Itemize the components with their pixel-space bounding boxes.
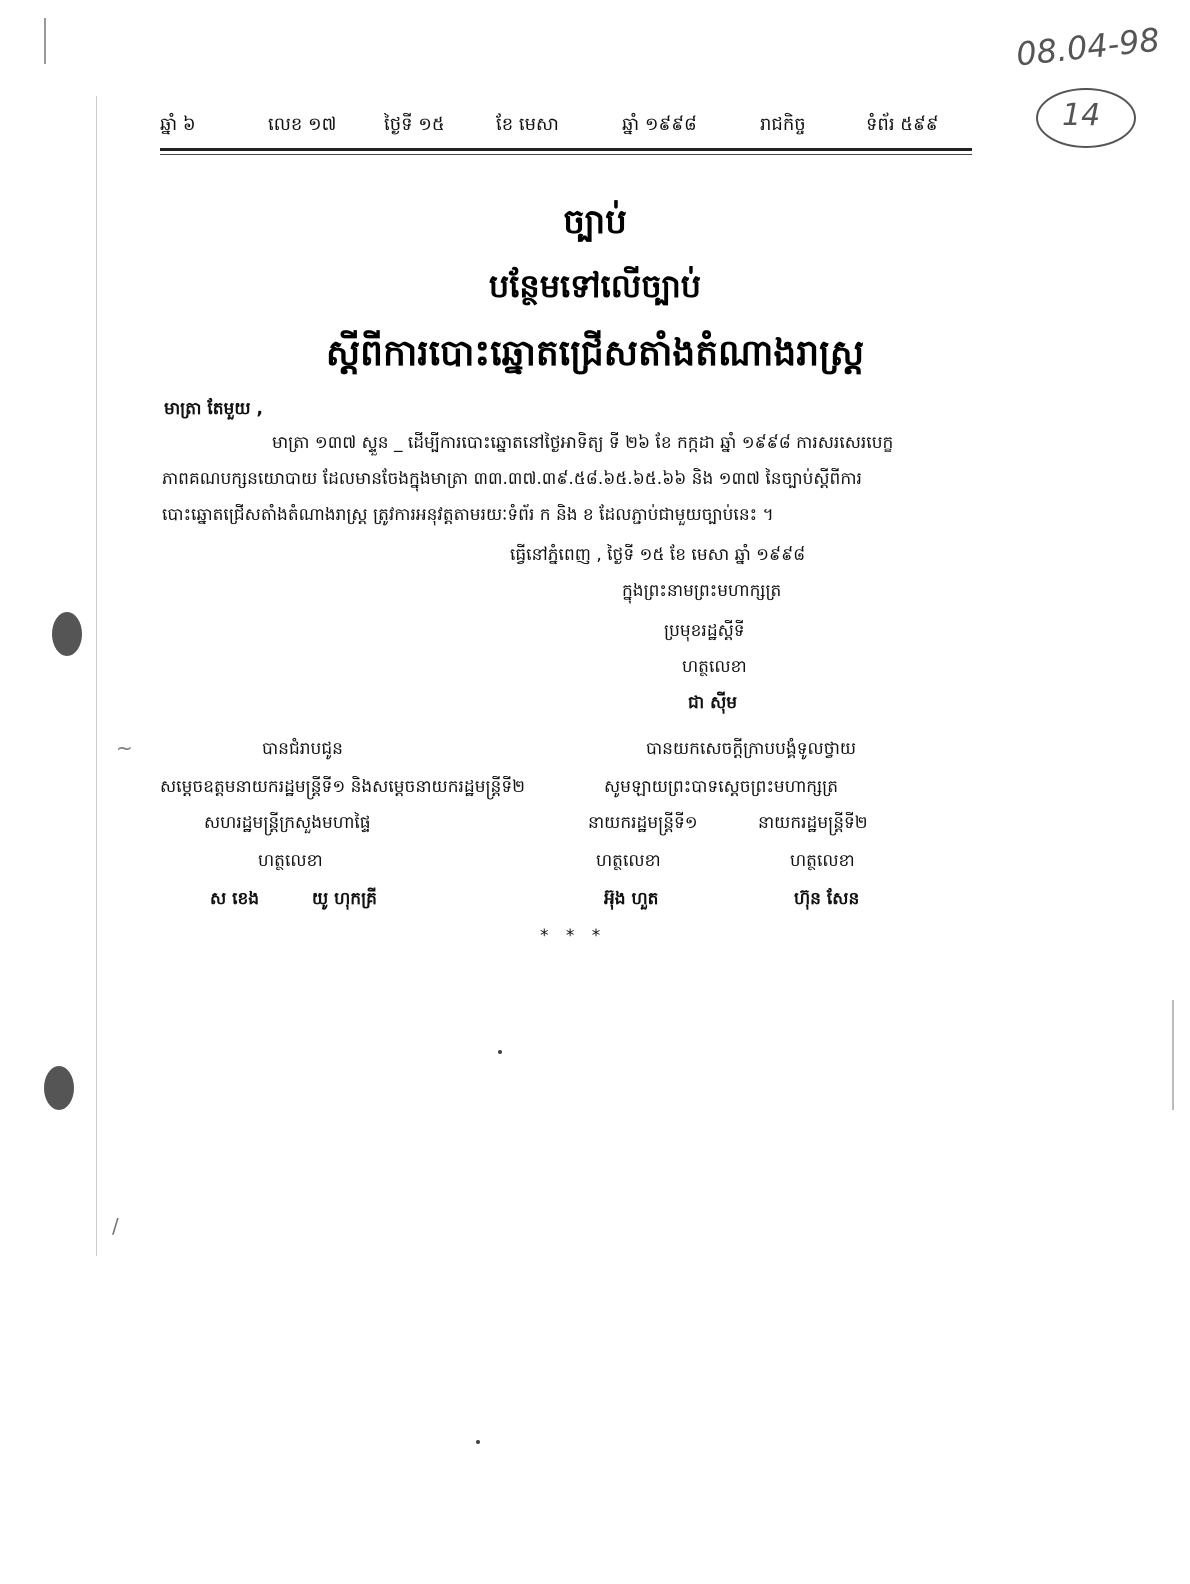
handwritten-number: 14 bbox=[1062, 98, 1101, 133]
document-subtitle-2: ស្តីពីការបោះឆ្នោតជ្រើសតាំងតំណាងរាស្ត្រ bbox=[325, 333, 865, 374]
scan-speck: ~ bbox=[116, 736, 133, 760]
place-date: ធ្វើនៅភ្នំពេញ , ថ្ងៃទី ១៥ ខែ មេសា ឆ្នាំ ១៩៩៨ bbox=[510, 545, 806, 565]
margin-line-right bbox=[1172, 1000, 1174, 1110]
right-line-1: សូមឡាយព្រះបាទស្ដេចព្រះមហាក្សត្រ bbox=[604, 777, 838, 797]
sig-label-right: ហត្ថលេខា bbox=[790, 851, 855, 871]
left-line-1: សម្តេចឧត្តមនាយករដ្ឋមន្ត្រីទី១ និងសម្តេចនាយករដ្ឋមន្ត្រីទី២ bbox=[160, 777, 525, 797]
header-year: ឆ្នាំ ៦ bbox=[160, 114, 196, 135]
left-line-2: សហរដ្ឋមន្ត្រីក្រសួងមហាផ្ទៃ bbox=[204, 813, 371, 833]
end-mark: * * * bbox=[540, 926, 607, 946]
right-heading: បានយកសេចក្តីក្រាបបង្គំទូលថ្វាយ bbox=[646, 739, 857, 759]
header-rule-thin bbox=[160, 154, 972, 155]
signer-right: ហ៊ុន សែន bbox=[794, 889, 860, 909]
signer-left-2: យូ ហុកគ្រី bbox=[312, 889, 377, 909]
header-year-date: ឆ្នាំ ១៩៩៨ bbox=[622, 114, 697, 135]
scan-dot bbox=[498, 1050, 502, 1054]
gazette-header bbox=[160, 112, 972, 142]
header-month: ខែ មេសា bbox=[496, 114, 559, 135]
signer-mid: អ៊ុង ហួត bbox=[604, 889, 659, 909]
position: ប្រមុខរដ្ឋស្តីទី bbox=[664, 621, 745, 641]
header-gazette: រាជកិច្ច bbox=[760, 114, 806, 135]
header-issue: លេខ ១៧ bbox=[268, 114, 337, 135]
header-page: ទំព័រ ៥៩៩ bbox=[866, 114, 939, 135]
sig-label-left: ហត្ថលេខា bbox=[258, 851, 323, 871]
signer-name: ជា ស៊ីម bbox=[688, 693, 738, 713]
right-pm2: នាយករដ្ឋមន្ត្រីទី២ bbox=[758, 813, 868, 833]
punch-hole-bottom bbox=[44, 1066, 74, 1110]
article-line-2: ភាពគណបក្សនយោបាយ ដែលមានចែងក្នុងមាត្រា ៣៣.៣៧.៣៩.៥៨.៦៥.៦៥.៦៦ និង ១៣៧ នៃច្បាប់ស្តីពីការ bbox=[162, 469, 862, 489]
article-heading: មាត្រា តែមួយ , bbox=[164, 399, 263, 419]
margin-mark bbox=[44, 18, 46, 64]
document-subtitle: បន្ថែមទៅលើច្បាប់ bbox=[488, 267, 702, 305]
sig-label-mid: ហត្ថលេខា bbox=[596, 851, 661, 871]
scan-dot bbox=[476, 1440, 480, 1444]
left-heading: បានជំរាបជូន bbox=[262, 739, 343, 759]
article-line-3: បោះឆ្នោតជ្រើសតាំងតំណាងរាស្ត្រ ត្រូវការអនុវត្តតាមរយៈទំព័រ ក និង ខ ដែលភ្ជាប់ជាមួយច្បាប់នេះ ។ bbox=[162, 505, 774, 525]
punch-hole-top bbox=[52, 612, 82, 656]
handwritten-date: 08.04-98 bbox=[1014, 20, 1162, 74]
header-day: ថ្ងៃទី ១៥ bbox=[384, 114, 445, 135]
signature-label: ហត្ថលេខា bbox=[682, 657, 747, 677]
on-behalf: ក្នុងព្រះនាមព្រះមហាក្សត្រ bbox=[622, 581, 782, 601]
signer-left-1: ស ខេង bbox=[210, 889, 260, 909]
header-rule bbox=[160, 148, 972, 151]
scan-speck: / bbox=[112, 1214, 119, 1238]
article-line-1: មាត្រា ១៣៧ ស្ទួន _ ដើម្បីការបោះឆ្នោតនៅថ្ងៃអាទិត្យ ទី ២៦ ខែ កក្កដា ឆ្នាំ ១៩៩៨ ការសរសេរបេក្ខ bbox=[272, 433, 894, 453]
document-title: ច្បាប់ bbox=[563, 202, 627, 242]
right-pm1: នាយករដ្ឋមន្ត្រីទី១ bbox=[588, 813, 698, 833]
